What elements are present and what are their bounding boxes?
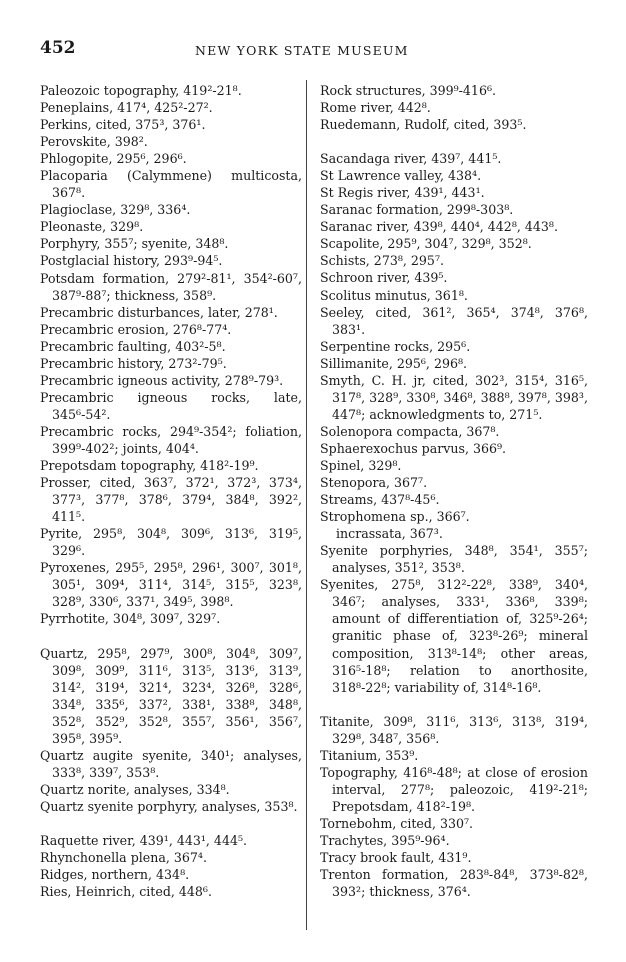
index-entry: Pyrite, 295⁸, 304⁸, 309⁶, 313⁶, 319⁵, 329⁶. (40, 526, 302, 559)
index-entry: Ridges, northern, 434⁸. (40, 867, 190, 883)
index-entry: Postglacial history, 293⁹-94⁵. (40, 253, 223, 269)
index-entry: Sphaerexochus parvus, 366⁹. (320, 440, 507, 456)
index-entry: Precambric history, 273²-79⁵. (40, 355, 227, 371)
index-entry: Topography, 416⁸-48⁸; at close of erosion interval, 277⁸; paleozoic, 419²-21⁸; Prepotsdam, 418²-19⁸. (320, 764, 588, 814)
index-entry: Porphyry, 355⁷; syenite, 348⁸. (40, 236, 229, 252)
index-entry: Titanium, 353⁹. (320, 747, 419, 763)
index-entry: Schists, 273⁸, 295⁷. (320, 253, 444, 269)
index-entry: Rome river, 442⁸. (320, 100, 431, 116)
index-entry: Smyth, C. H. jr, cited, 302³, 315⁴, 316⁵, 317⁸, 328⁹, 330⁸, 346⁸, 388⁸, 397⁸, 398³, 447⁸; acknowledgments to, 271⁵. (320, 372, 588, 422)
index-entry: Trenton formation, 283⁸-84⁸, 373⁸-82⁸, 393²; thickness, 376⁴. (320, 867, 588, 900)
index-entry: Plagioclase, 329⁸, 336⁴. (40, 202, 191, 218)
index-entry: Spinel, 329⁸. (320, 457, 402, 473)
index-entry: Precambric igneous rocks, late, 345⁶-54². (40, 389, 302, 422)
index-entry: Schroon river, 439⁵. (320, 270, 448, 286)
index-entry: Peneplains, 417⁴, 425²-27². (40, 100, 213, 116)
index-column-right (320, 82, 588, 900)
index-entry: Quartz, 295⁸, 297⁹, 300⁸, 304⁸, 309⁷, 309⁸, 309⁹, 311⁶, 313⁵, 313⁶, 313⁹, 314², 319⁴, 321⁴, 323⁴, 326⁸, 328⁶, 334⁸, 335⁶, 337², 338¹, 338⁸, 348⁸, 352⁸, 352⁹, 352⁸, 355⁷, 356¹, 356⁷, 395⁸, 395⁹. (40, 645, 302, 746)
index-column-left (40, 82, 302, 900)
index-entry: Ries, Heinrich, cited, 448⁶. (40, 884, 212, 900)
index-entry: Quartz augite syenite, 340¹; analyses, 333⁸, 339⁷, 353⁸. (40, 747, 302, 780)
index-entry: Precambric faulting, 403²-5⁸. (40, 338, 226, 354)
index-entry: Raquette river, 439¹, 443¹, 444⁵. (40, 832, 248, 848)
index-entry: Precambric erosion, 276⁸-77⁴. (40, 321, 232, 337)
index-entry: St Lawrence valley, 438⁴. (320, 168, 482, 184)
index-entry: Titanite, 309⁸, 311⁶, 313⁶, 313⁸, 319⁴, 329⁸, 348⁷, 356⁸. (320, 713, 588, 746)
index-entry: Strophomena sp., 366⁷. (320, 509, 470, 525)
index-entry: Sillimanite, 295⁶, 296⁸. (320, 355, 468, 371)
index-entry: Ruedemann, Rudolf, cited, 393⁵. (320, 117, 527, 133)
index-entry: Paleozoic topography, 419²-21⁸. (40, 83, 242, 98)
index-entry: Saranac formation, 299⁸-303⁸. (320, 202, 514, 218)
index-entry: Trachytes, 395⁹-96⁴. (320, 832, 450, 848)
index-entry: Scolitus minutus, 361⁸. (320, 287, 468, 303)
index-entry: Prepotsdam topography, 418²-19⁹. (40, 458, 259, 474)
index-entry: Quartz syenite porphyry, analyses, 353⁸. (40, 798, 298, 814)
index-entry: Precambric igneous activity, 278⁹-79³. (40, 372, 284, 388)
index-entry: Serpentine rocks, 295⁶. (320, 338, 471, 354)
index-entry: Quartz norite, analyses, 334⁸. (40, 781, 230, 797)
index-entry: Precambric disturbances, later, 278¹. (40, 304, 278, 320)
index-entry: Seeley, cited, 361², 365⁴, 374⁸, 376⁸, 383¹. (320, 304, 588, 337)
index-entry: Sacandaga river, 439⁷, 441⁵. (320, 151, 502, 167)
index-entry: Perovskite, 398². (40, 134, 148, 150)
index-entry: Precambric rocks, 294⁹-354²; foliation, 399⁹-402²; joints, 404⁴. (40, 423, 302, 456)
index-entry: Potsdam formation, 279²-81¹, 354²-60⁷, 387⁹-88⁷; thickness, 358⁹. (40, 270, 302, 303)
index-entry: Pyroxenes, 295⁵, 295⁸, 296¹, 300⁷, 301⁸, 305¹, 309⁴, 311⁴, 314⁵, 315⁵, 323⁸, 328⁹, 330⁶, 337¹, 349⁵, 398⁸. (40, 560, 302, 610)
index-entry: St Regis river, 439¹, 443¹. (320, 185, 485, 201)
index-entry: Tracy brook fault, 431⁹. (320, 850, 472, 866)
index-entry: Saranac river, 439⁸, 440⁴, 442⁸, 443⁸. (320, 219, 558, 235)
index-entry: Pyrrhotite, 304⁸, 309⁷, 329⁷. (40, 611, 221, 627)
index-entry: Syenites, 275⁸, 312²-22⁸, 338⁹, 340⁴, 346⁷; analyses, 333¹, 336⁸, 339⁸; amount of differentiation of, 325⁹-26⁴; granitic phase of, 323⁸-26⁹; mineral composition, 313⁸-14⁸; other areas, 316⁵-18⁸; relation to anorthosite, 318⁸-22⁸; variability of, 314⁸-16⁸. (320, 577, 588, 695)
index-entry: Solenopora compacta, 367⁸. (320, 423, 500, 439)
page-number: 452 (40, 38, 76, 58)
index-entry: Scapolite, 295⁹, 304⁷, 329⁸, 352⁸. (320, 236, 532, 252)
index-entry: Streams, 437⁸-45⁶. (320, 492, 440, 508)
index-entry: incrassata, 367³. (336, 526, 443, 542)
index-entry: Phlogopite, 295⁶, 296⁶. (40, 151, 187, 167)
index-entry: Prosser, cited, 363⁷, 372¹, 372³, 373⁴, 377³, 377⁸, 378⁶, 379⁴, 384⁸, 392², 411⁵. (40, 475, 302, 525)
index-entry: Pleonaste, 329⁸. (40, 219, 144, 235)
running-head: NEW YORK STATE MUSEUM (195, 43, 409, 58)
index-entry: Perkins, cited, 375³, 376¹. (40, 117, 206, 133)
index-entry: Rock structures, 399⁹-416⁶. (320, 83, 497, 98)
index-entry: Placoparia (Calymmene) multicosta, 367⁸. (40, 168, 302, 201)
index-entry: Rhynchonella plena, 367⁴. (40, 850, 207, 866)
index-entry: Stenopora, 367⁷. (320, 475, 428, 491)
index-entry: Syenite porphyries, 348⁸, 354¹, 355⁷; analyses, 351², 353⁸. (320, 543, 588, 576)
column-divider (306, 80, 307, 930)
index-entry: Tornebohm, cited, 330⁷. (320, 815, 474, 831)
